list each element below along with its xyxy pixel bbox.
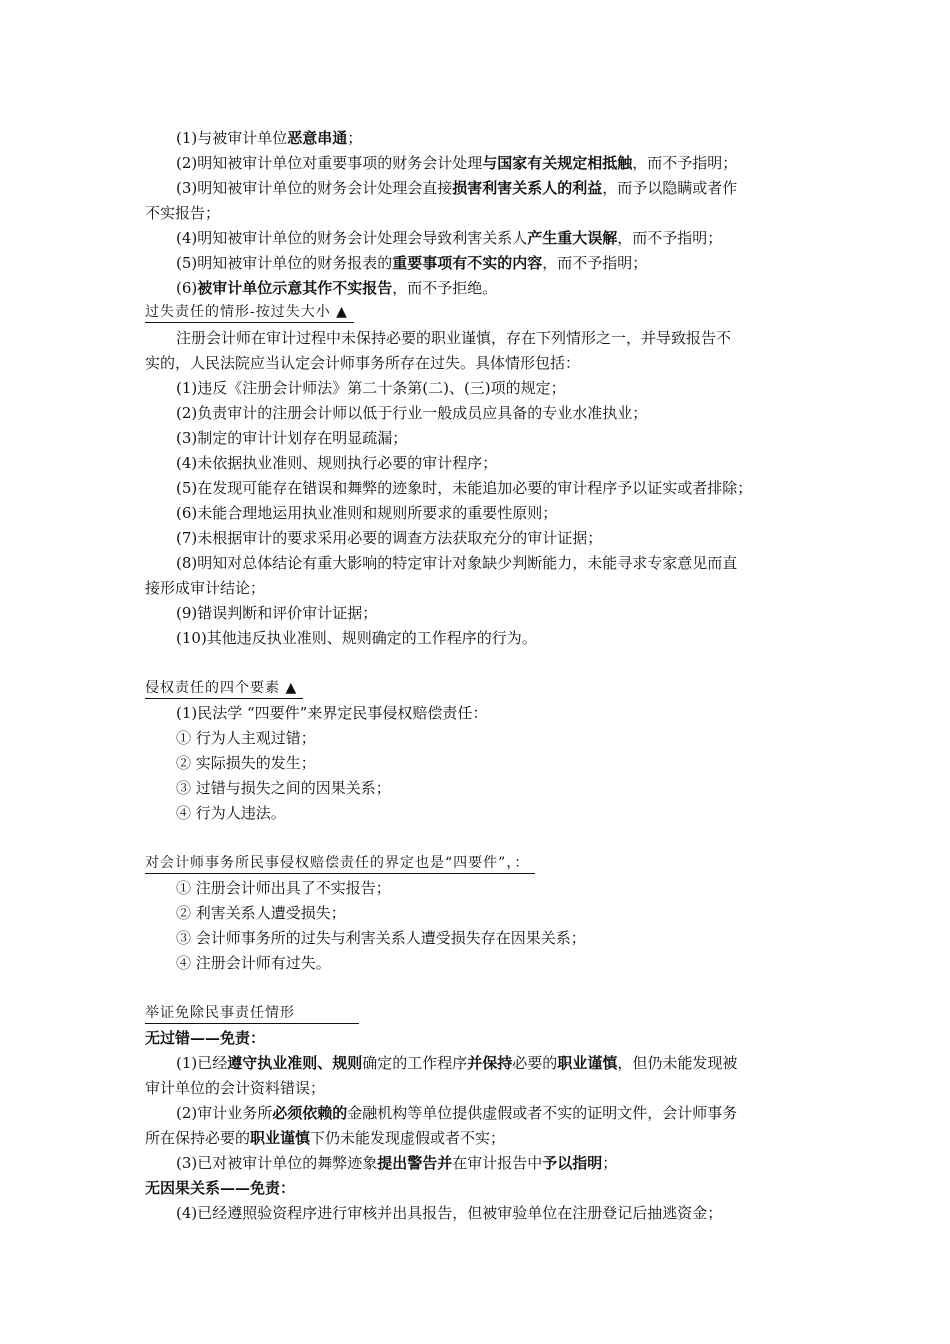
negligence-intro: 注册会计师在审计过程中未保持必要的职业谨慎，存在下列情形之一，并导致报告不 [176,329,732,347]
negligence-item: (2)负责审计的注册会计师以低于行业一般成员应具备的专业水准执业； [176,404,648,422]
negligence-item: (3)制定的审计计划存在明显疏漏； [176,429,408,447]
negligence-item: (8)明知对总体结论有重大影响的特定审计对象缺少判断能力，未能寻求专家意见而直 [176,554,738,572]
negligence-item: (10)其他违反执业准则、规则确定的工作程序的行为。 [176,629,537,647]
no-fault-item-1-cont: 审计单位的会计资料错误； [145,1079,326,1097]
item-harm: (3)明知被审计单位的财务会计处理会直接损害利害关系人的利益，而予以隐瞒或者作 [176,179,738,197]
four-elements-item: (1)民法学 “四要件”来界定民事侵权赔偿责任： [176,704,488,722]
negligence-item: (6)未能合理地运用执业准则和规则所要求的重要性原则； [176,504,558,522]
item-misunderstanding: (4)明知被审计单位的财务会计处理会导致利害关系人产生重大误解，而不予指明； [176,229,723,247]
heading-four-elements: 侵权责任的四个要素 ▲ [145,678,303,699]
negligence-intro-cont: 实的，人民法院应当认定会计师事务所存在过失。具体情形包括： [145,354,581,372]
no-fault-item-2: (2)审计业务所必须依赖的金融机构等单位提供虚假或者不实的证明文件，会计师事务 [176,1104,738,1122]
firm-elements-item: ④ 注册会计师有过失。 [176,954,331,972]
four-elements-item: ③ 过错与损失之间的因果关系； [176,779,391,797]
firm-elements-item: ③ 会计师事务所的过失与利害关系人遭受损失存在因果关系； [176,929,586,947]
heading-firm-elements: 对会计师事务所民事侵权赔偿责任的界定也是“四要件”，： [145,853,535,874]
negligence-item: (9)错误判断和评价审计证据； [176,604,378,622]
no-fault-heading: 无过错——免责： [145,1029,266,1047]
four-elements-item: ④ 行为人违法。 [176,804,286,822]
four-elements-item: ② 实际损失的发生； [176,754,316,772]
no-causal-item: (4)已经遵照验资程序进行审核并出具报告，但被审验单位在注册登记后抽逃资金； [176,1204,723,1222]
negligence-item: (7)未根据审计的要求采用必要的调查方法获取充分的审计证据； [176,529,603,547]
no-fault-item-2-cont: 所在保持必要的职业谨慎下仍未能发现虚假或者不实； [145,1129,506,1147]
item-instructed-report: (6)被审计单位示意其作不实报告，而不予拒绝。 [176,279,498,297]
no-fault-item-1: (1)已经遵守执业准则、规则确定的工作程序并保持必要的职业谨慎，但仍未能发现被 [176,1054,738,1072]
no-fault-item-3: (3)已对被审计单位的舞弊迹象提出警告并在审计报告中予以指明； [176,1154,618,1172]
heading-exemption: 举证免除民事责任情形 [145,1003,359,1024]
negligence-item: (5)在发现可能存在错误和舞弊的迹象时，未能追加必要的审计程序予以证实或者排除； [176,479,753,497]
negligence-item-cont: 接形成审计结论； [145,579,266,597]
firm-elements-item: ② 利害关系人遭受损失； [176,904,346,922]
four-elements-item: ① 行为人主观过错； [176,729,316,747]
firm-elements-item: ① 注册会计师出具了不实报告； [176,879,391,897]
negligence-item: (1)违反《注册会计师法》第二十条第(二)、(三)项的规定； [176,379,566,397]
item-collusion: (1)与被审计单位恶意串通； [176,129,363,147]
item-harm-cont: 不实报告； [145,204,221,222]
item-untrue-content: (5)明知被审计单位的财务报表的重要事项有不实的内容，而不予指明； [176,254,648,272]
heading-negligence: 过失责任的情形-按过失大小 ▲ [145,302,354,323]
item-contradiction: (2)明知被审计单位对重要事项的财务会计处理与国家有关规定相抵触，而不予指明； [176,154,738,172]
no-causal-heading: 无因果关系——免责： [145,1179,296,1197]
negligence-item: (4)未依据执业准则、规则执行必要的审计程序； [176,454,498,472]
